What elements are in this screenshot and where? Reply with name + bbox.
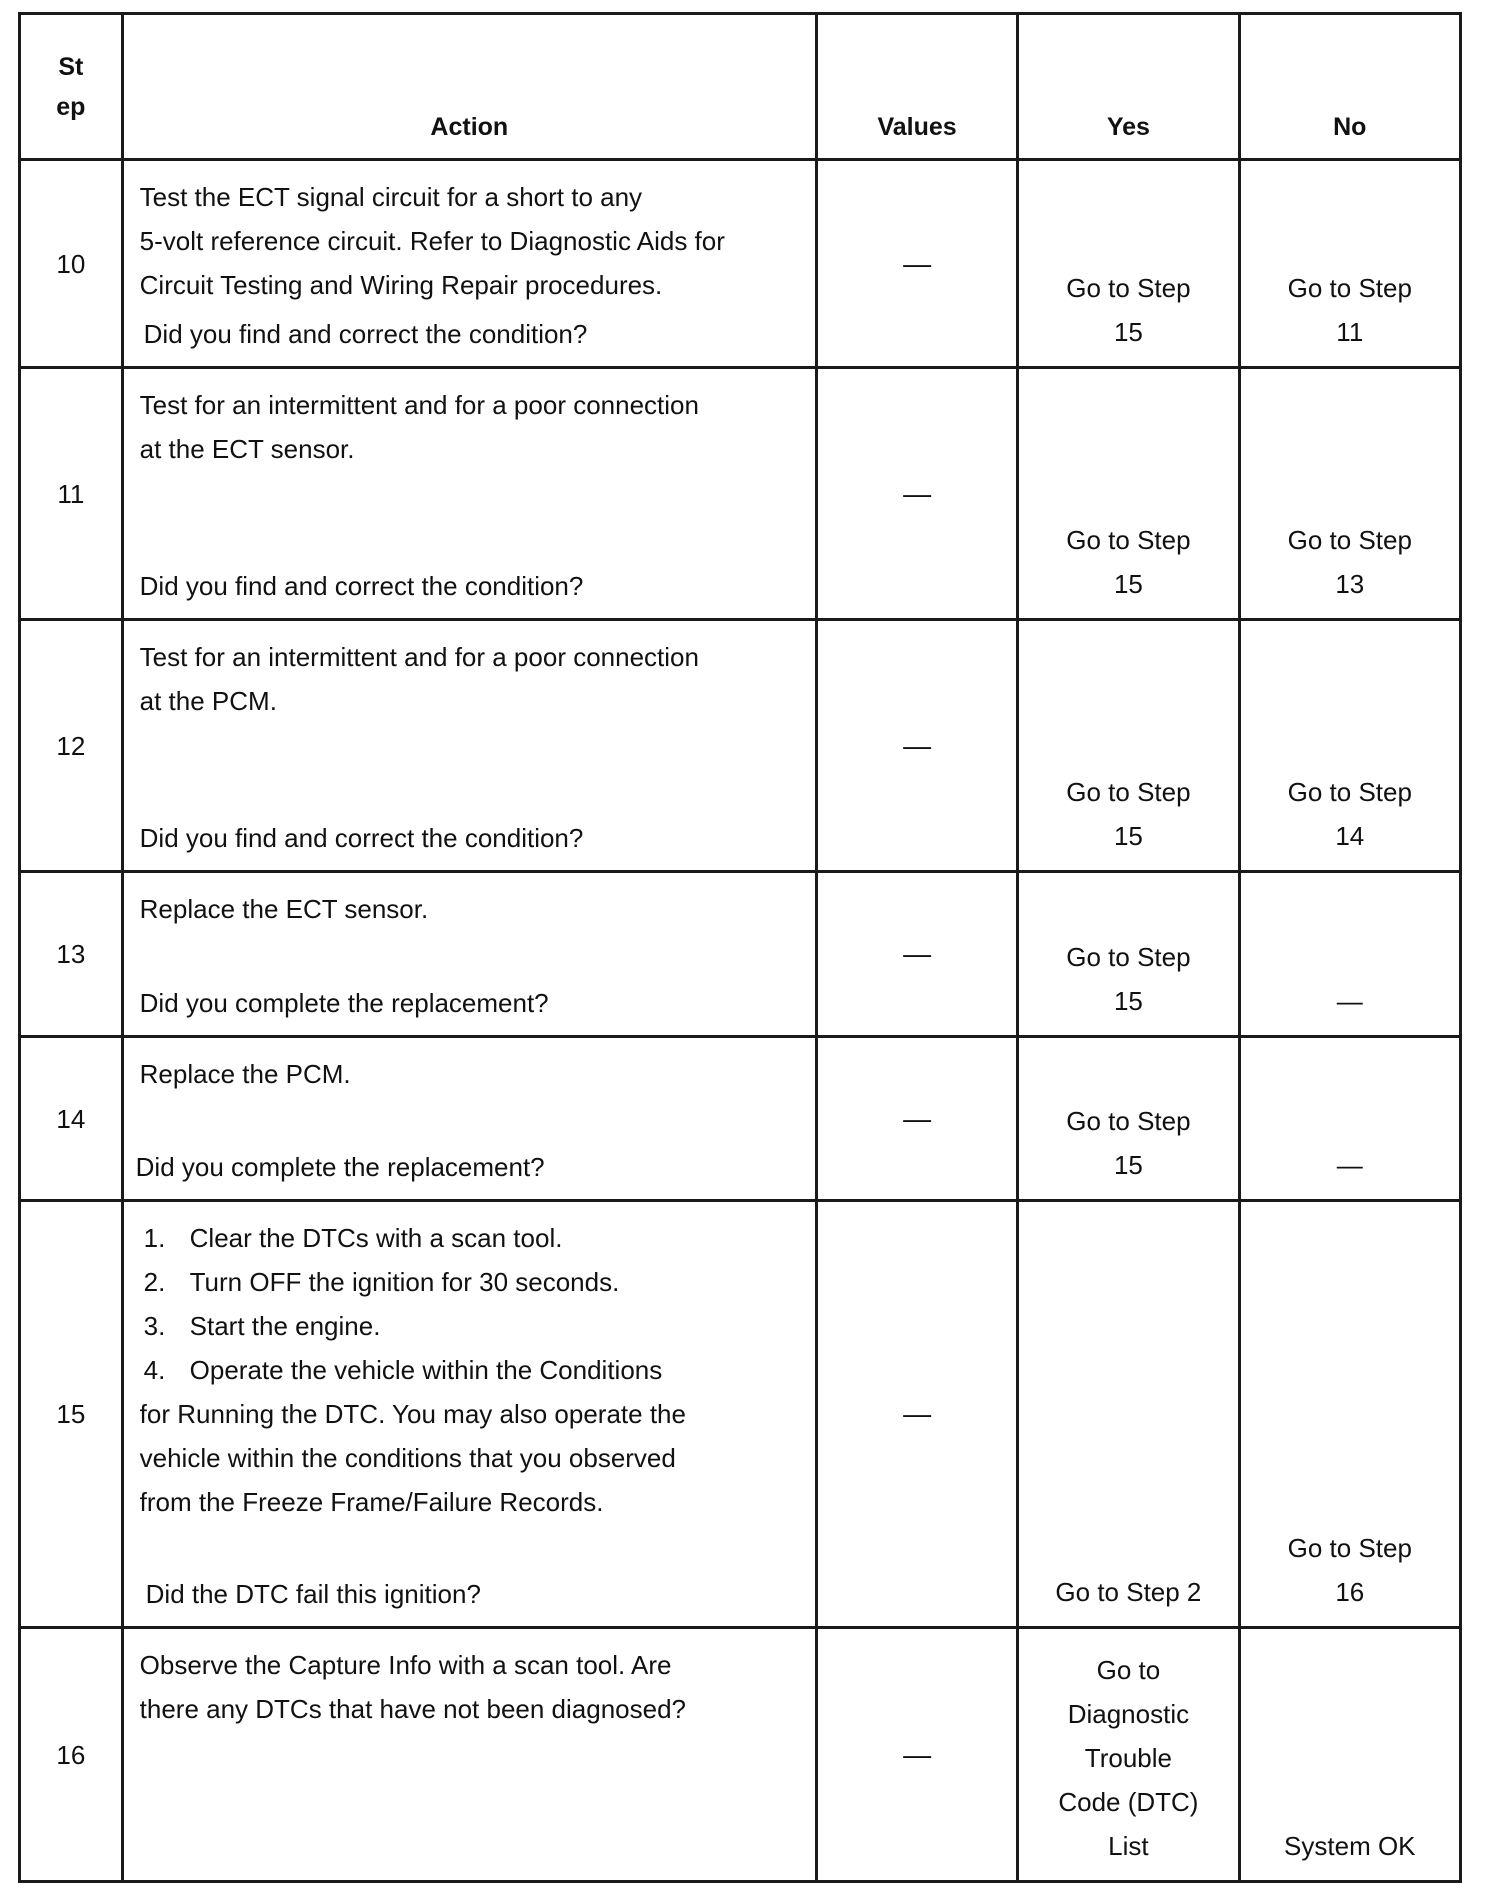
table-row	[20, 1628, 1461, 1882]
action-question: Did you find and correct the condition?	[139, 823, 584, 853]
action-line: Observe the Capture Info with a scan tool. Are	[139, 1650, 672, 1680]
list-item	[140, 1260, 805, 1304]
yes-line: Go to Step 2	[1055, 1577, 1202, 1607]
header-action: Action	[122, 14, 816, 160]
list-item	[140, 1216, 805, 1260]
yes-line: Go to	[1096, 1655, 1161, 1685]
list-item-text: Operate the vehicle within the Conditions	[189, 1355, 663, 1385]
yes-line: 15	[1113, 1150, 1143, 1180]
table-row	[20, 368, 1461, 620]
yes-cell	[1018, 368, 1239, 620]
action-question: Did you find and correct the condition?	[143, 319, 588, 349]
no-cell	[1239, 1201, 1460, 1628]
values-cell: —	[816, 1628, 1017, 1882]
action-question: Did you complete the replacement?	[135, 1152, 545, 1182]
no-line: 14	[1335, 821, 1365, 851]
no-cell	[1239, 160, 1460, 368]
header-values: Values	[816, 14, 1017, 160]
action-line: from the Freeze Frame/Failure Records.	[139, 1487, 604, 1517]
action-line: Test for an intermittent and for a poor connection	[139, 390, 699, 420]
yes-line: Go to Step	[1066, 777, 1191, 807]
action-line: at the PCM.	[139, 686, 277, 716]
table-row	[20, 620, 1461, 872]
header-row	[20, 14, 1461, 160]
yes-line: 15	[1113, 569, 1143, 599]
header-no: No	[1239, 14, 1460, 160]
action-line: there any DTCs that have not been diagnosed?	[139, 1694, 687, 1724]
no-cell	[1239, 368, 1460, 620]
action-cell	[122, 1037, 816, 1201]
no-line: 13	[1335, 569, 1365, 599]
yes-line: Go to Step	[1066, 1106, 1191, 1136]
list-item-number: 2.	[143, 1267, 166, 1297]
yes-cell	[1018, 620, 1239, 872]
action-cell	[122, 620, 816, 872]
action-cell	[122, 1201, 816, 1628]
yes-line: Code (DTC)	[1058, 1787, 1199, 1817]
action-line: for Running the DTC. You may also operate the	[139, 1399, 686, 1429]
yes-cell	[1018, 1628, 1239, 1882]
header-yes: Yes	[1018, 14, 1239, 160]
action-cell	[122, 368, 816, 620]
action-line: Test the ECT signal circuit for a short to any	[139, 182, 643, 212]
yes-line: Go to Step	[1066, 942, 1191, 972]
yes-line: Trouble	[1084, 1743, 1172, 1773]
no-line: Go to Step	[1287, 273, 1412, 303]
step-number: 12	[20, 620, 123, 872]
action-question: Did the DTC fail this ignition?	[145, 1579, 481, 1609]
yes-cell	[1018, 1037, 1239, 1201]
list-item	[140, 1348, 805, 1392]
yes-line: 15	[1113, 317, 1143, 347]
values-cell: —	[816, 620, 1017, 872]
no-line: Go to Step	[1287, 525, 1412, 555]
step-number: 10	[20, 160, 123, 368]
step-number: 15	[20, 1201, 123, 1628]
list-item-text: Start the engine.	[189, 1311, 381, 1341]
action-line: 5-volt reference circuit. Refer to Diagnostic Aids for	[139, 226, 725, 256]
values-cell: —	[816, 872, 1017, 1037]
step-number: 13	[20, 872, 123, 1037]
action-line: Replace the ECT sensor.	[139, 894, 429, 924]
yes-line: Go to Step	[1066, 273, 1191, 303]
table-row	[20, 1037, 1461, 1201]
list-item	[140, 1304, 805, 1348]
action-cell	[122, 160, 816, 368]
list-item-number: 3.	[143, 1311, 166, 1341]
list-item-text: Clear the DTCs with a scan tool.	[189, 1223, 563, 1253]
no-line: 16	[1335, 1577, 1365, 1607]
no-line: System OK	[1284, 1831, 1416, 1861]
action-line: at the ECT sensor.	[139, 434, 355, 464]
no-cell	[1239, 1628, 1460, 1882]
step-number: 14	[20, 1037, 123, 1201]
action-line: Replace the PCM.	[139, 1059, 351, 1089]
no-line: —	[1336, 986, 1363, 1016]
values-cell: —	[816, 160, 1017, 368]
step-number: 16	[20, 1628, 123, 1882]
values-cell: —	[816, 1037, 1017, 1201]
header-step: St ep	[20, 14, 123, 160]
action-line: Circuit Testing and Wiring Repair procedures.	[139, 270, 663, 300]
diagnostic-table	[18, 12, 1462, 1883]
step-number: 11	[20, 368, 123, 620]
yes-line: Diagnostic	[1067, 1699, 1190, 1729]
list-item-number: 1.	[143, 1223, 166, 1253]
action-cell	[122, 1628, 816, 1882]
yes-line: 15	[1113, 986, 1143, 1016]
table-row	[20, 872, 1461, 1037]
yes-line: List	[1108, 1831, 1149, 1861]
yes-line: 15	[1113, 821, 1143, 851]
yes-cell	[1018, 160, 1239, 368]
table-row	[20, 1201, 1461, 1628]
no-cell	[1239, 1037, 1460, 1201]
values-cell: —	[816, 1201, 1017, 1628]
yes-cell	[1018, 1201, 1239, 1628]
table-row	[20, 160, 1461, 368]
yes-cell	[1018, 872, 1239, 1037]
action-cell	[122, 872, 816, 1037]
action-line: vehicle within the conditions that you observed	[139, 1443, 676, 1473]
action-line: Test for an intermittent and for a poor connection	[139, 642, 699, 672]
list-item-number: 4.	[143, 1355, 166, 1385]
no-line: —	[1336, 1150, 1363, 1180]
no-cell	[1239, 620, 1460, 872]
values-cell: —	[816, 368, 1017, 620]
no-line: Go to Step	[1287, 1533, 1412, 1563]
action-question: Did you complete the replacement?	[139, 988, 549, 1018]
action-step-list	[140, 1216, 805, 1392]
list-item-text: Turn OFF the ignition for 30 seconds.	[189, 1267, 620, 1297]
no-line: Go to Step	[1287, 777, 1412, 807]
action-question: Did you find and correct the condition?	[139, 571, 584, 601]
yes-line: Go to Step	[1066, 525, 1191, 555]
no-line: 11	[1336, 317, 1364, 347]
no-cell	[1239, 872, 1460, 1037]
